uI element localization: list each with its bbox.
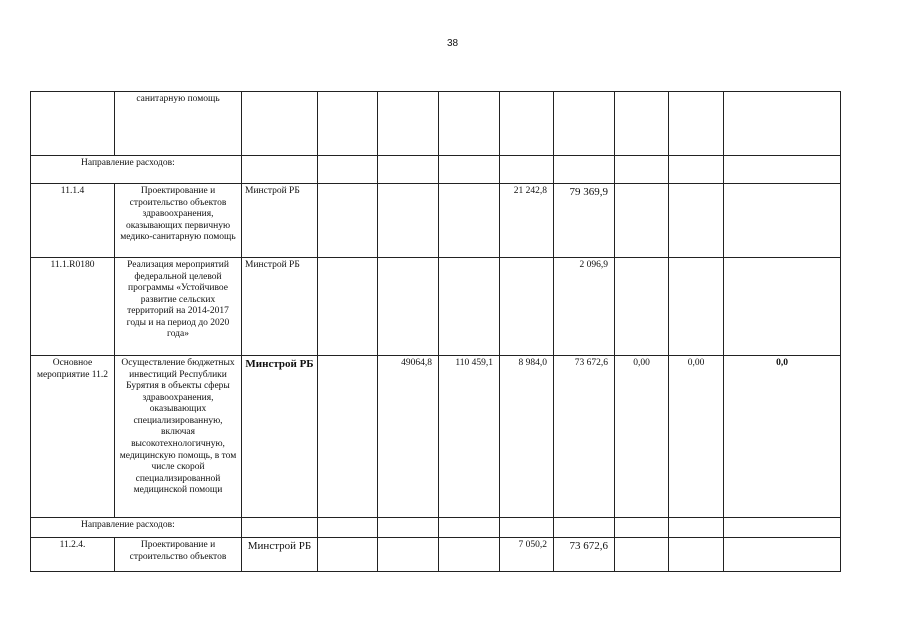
name-cell: Реализация мероприятий федеральной целевой программы «Устойчивое развитие сельских территорий на 2014-2017 годы и на период до 2020 года» — [115, 258, 242, 356]
value-cell: 21 242,8 — [500, 184, 554, 258]
page-number: 38 — [446, 38, 459, 49]
value-cell: 49064,8 — [378, 356, 439, 518]
value-cell: 0,0 — [724, 356, 841, 518]
program-funding-table — [30, 91, 841, 572]
code-cell — [31, 92, 115, 156]
code-cell: Основное мероприятие 11.2 — [31, 356, 115, 518]
executor-cell: Минстрой РБ — [242, 356, 318, 518]
value-cell: 73 672,6 — [554, 356, 615, 518]
value-cell: 7 050,2 — [500, 538, 554, 572]
table-row — [31, 258, 841, 356]
executor-cell: Минстрой РБ — [242, 538, 318, 572]
value-cell: 0,00 — [615, 356, 669, 518]
code-cell: 11.2.4. — [31, 538, 115, 572]
name-cell: Осуществление бюджетных инвестиций Республики Бурятия в объекты сферы здравоохранения, оказывающих специализированную, включая высокотехнологичную, медицинскую помощь, в том числе скорой специализированной медицинской помощи — [115, 356, 242, 518]
value-cell: 8 984,0 — [500, 356, 554, 518]
name-cell: Проектирование и строительство объектов здравоохранения, оказывающих первичную медико-санитарную помощь — [115, 184, 242, 258]
code-cell: 11.1.R0180 — [31, 258, 115, 356]
value-cell: 2 096,9 — [554, 258, 615, 356]
executor-cell: Минстрой РБ — [242, 258, 318, 356]
code-cell: 11.1.4 — [31, 184, 115, 258]
value-cell: 0,00 — [669, 356, 724, 518]
table-row — [31, 518, 841, 538]
value-cell: 73 672,6 — [554, 538, 615, 572]
name-cell: Проектирование и строительство объектов — [115, 538, 242, 572]
table-row — [31, 184, 841, 258]
value-cell: 79 369,9 — [554, 184, 615, 258]
direction-label: Направление расходов: — [31, 156, 242, 184]
table-row — [31, 92, 841, 156]
table-row — [31, 156, 841, 184]
table-row — [31, 538, 841, 572]
name-cell: санитарную помощь — [115, 92, 242, 156]
table-row — [31, 356, 841, 518]
executor-cell: Минстрой РБ — [242, 184, 318, 258]
direction-label: Направление расходов: — [31, 518, 242, 538]
value-cell: 110 459,1 — [439, 356, 500, 518]
